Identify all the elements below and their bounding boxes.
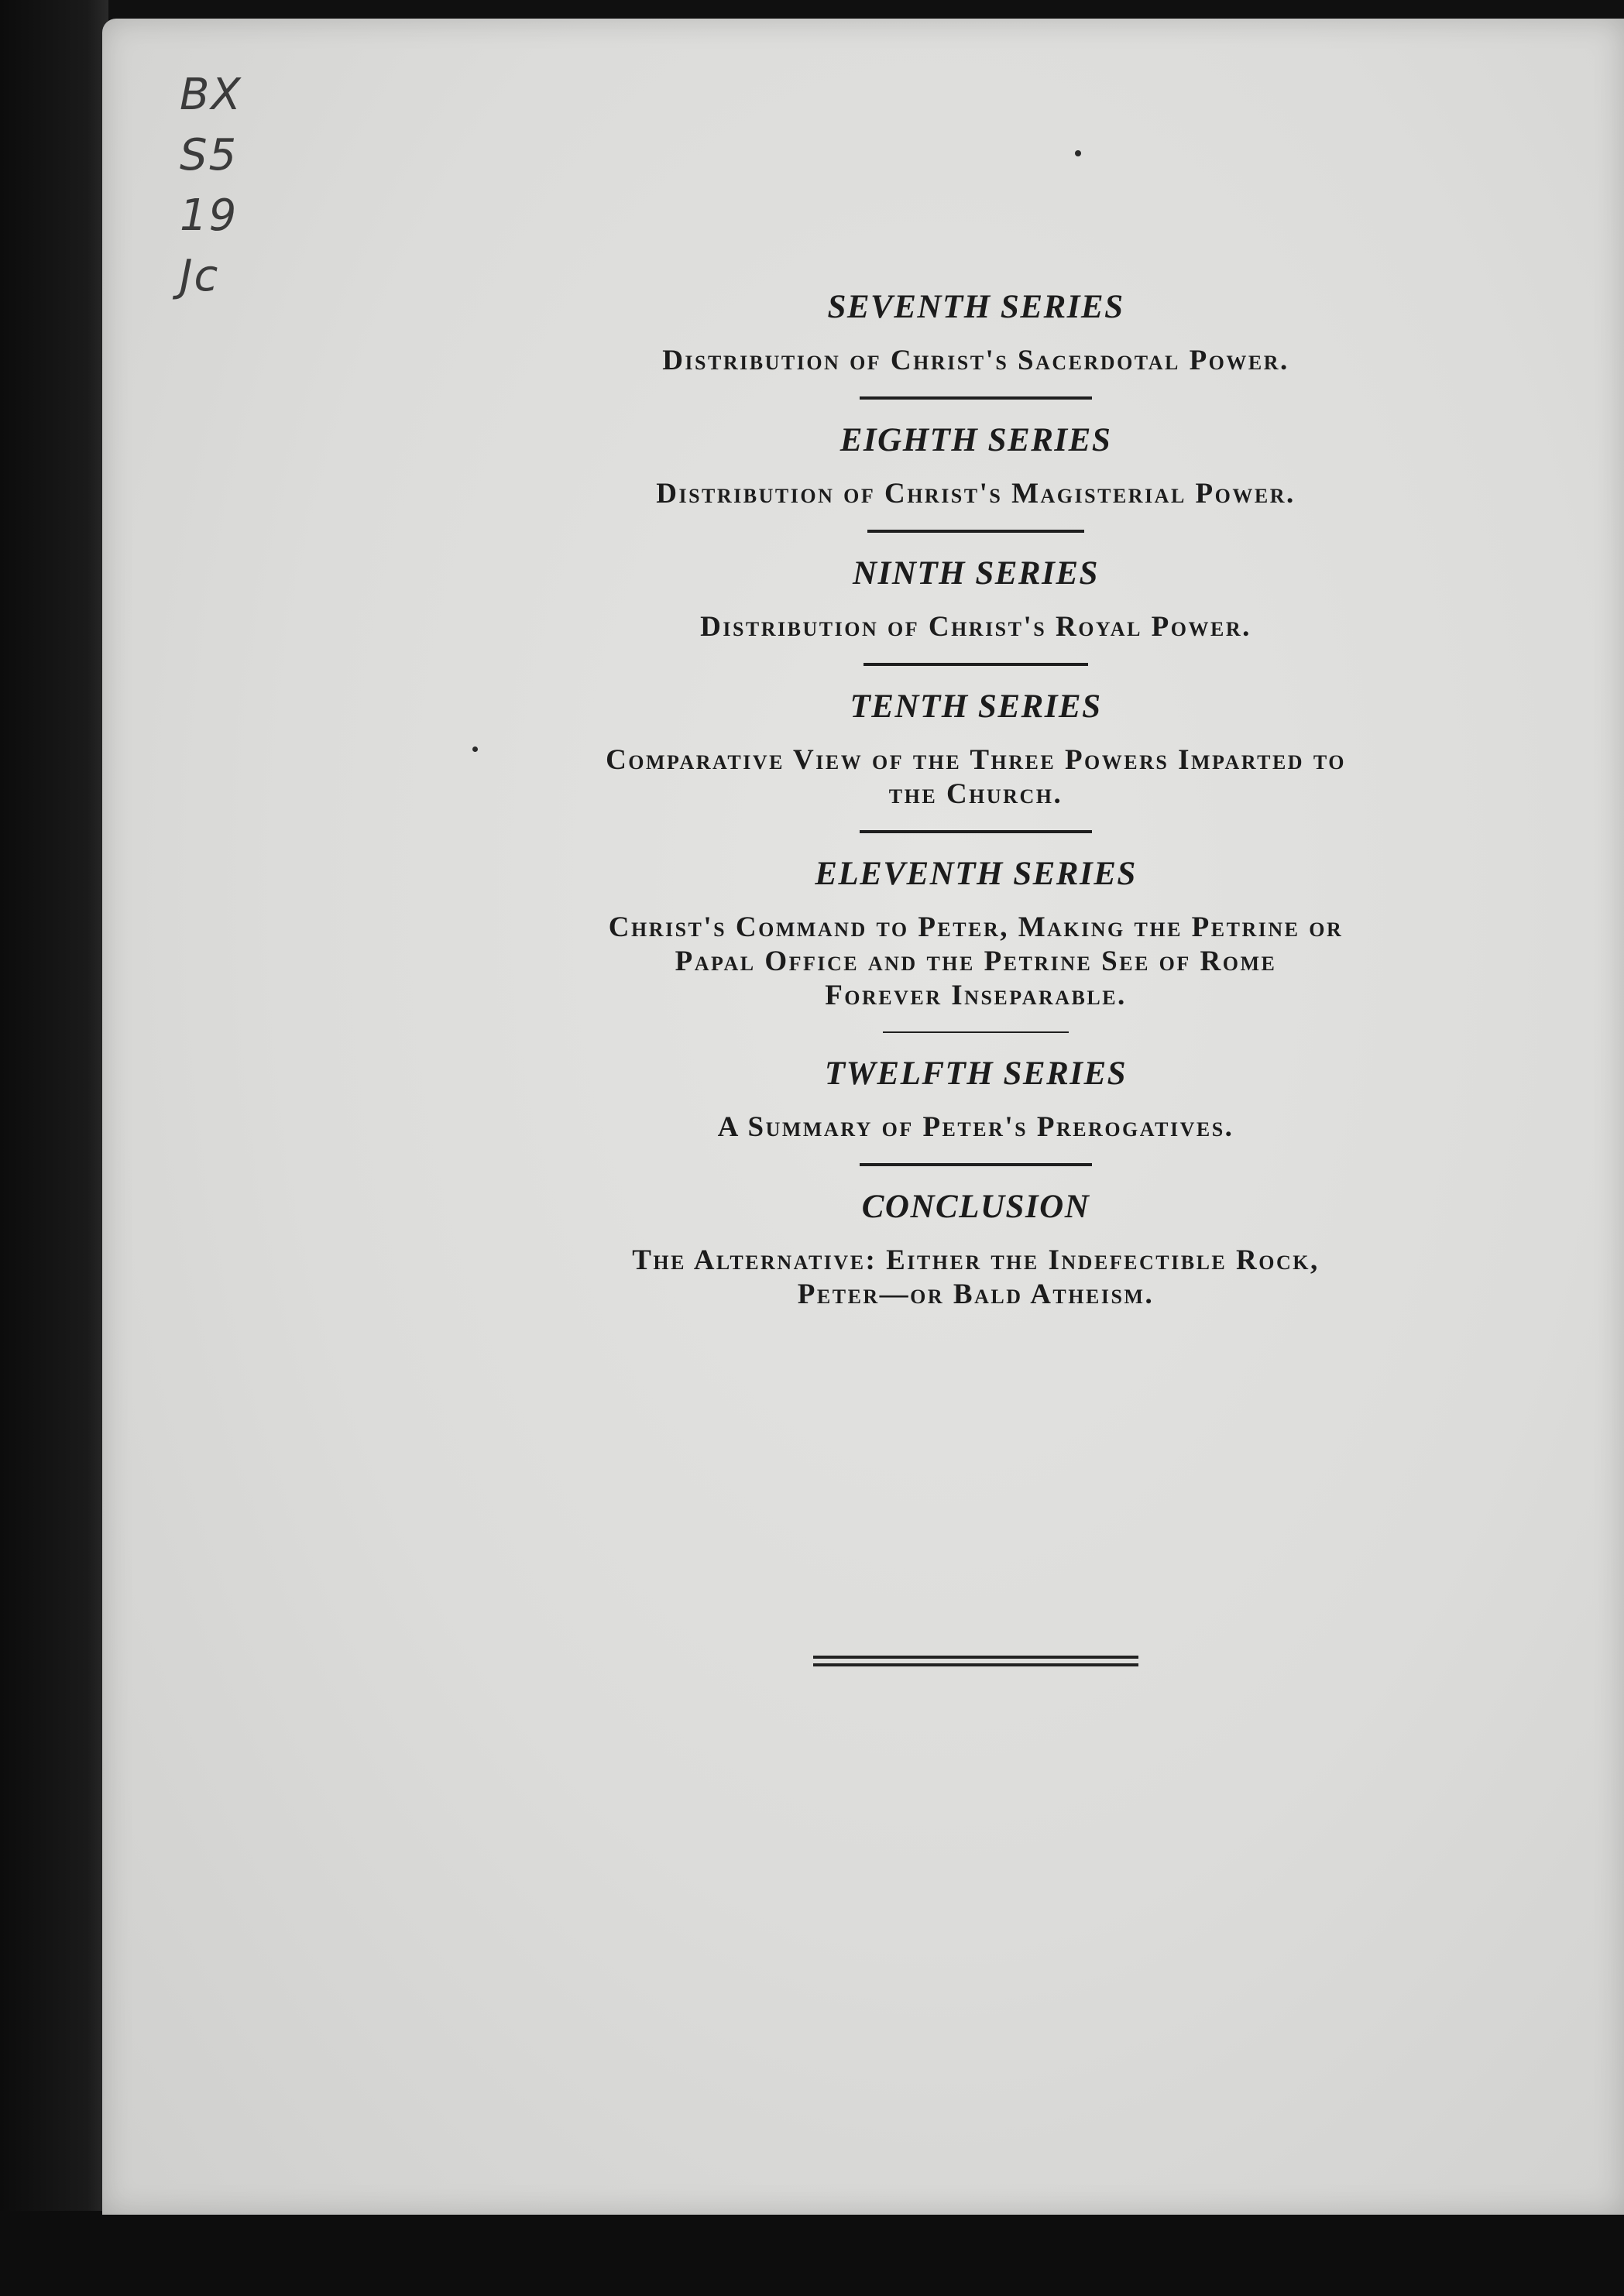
series-heading: ELEVENTH SERIES: [815, 856, 1137, 892]
toc-entry-seventh-series: [457, 285, 1495, 378]
series-subtitle: [457, 477, 1495, 511]
toc-entry-eleventh-series: [457, 852, 1495, 1013]
toc-entry-conclusion: [457, 1185, 1495, 1312]
series-subtitle: [457, 911, 1495, 1013]
margin-note: S5: [180, 130, 239, 180]
subtitle-line: A Summary of Peter's Prerogatives.: [717, 1111, 1234, 1143]
subtitle-line: Papal Office and the Petrine See of Rome: [675, 946, 1277, 977]
section-divider: [883, 1031, 1069, 1033]
subtitle-line: Distribution of Christ's Royal Power.: [700, 611, 1251, 643]
subtitle-line: the Church.: [888, 778, 1063, 810]
subtitle-line: Distribution of Christ's Magisterial Power.: [656, 478, 1296, 510]
margin-note: Jc: [180, 251, 220, 301]
table-of-contents: [457, 285, 1495, 1312]
subtitle-line: Peter—or Bald Atheism.: [797, 1278, 1155, 1310]
series-heading: SEVENTH SERIES: [827, 289, 1124, 325]
series-heading: NINTH SERIES: [853, 555, 1099, 592]
scan-frame-left: [0, 0, 108, 2296]
subtitle-line: Christ's Command to Peter, Making the Petrine or: [608, 911, 1344, 943]
margin-note: 19: [180, 190, 239, 241]
section-divider: [867, 530, 1084, 533]
scan-speck: [1075, 150, 1081, 156]
section-divider: [860, 830, 1092, 833]
subtitle-line: Distribution of Christ's Sacerdotal Power.: [662, 345, 1289, 376]
series-subtitle: [457, 344, 1495, 378]
toc-entry-tenth-series: [457, 685, 1495, 812]
series-heading: TWELFTH SERIES: [824, 1055, 1128, 1092]
handwritten-call-number: [180, 65, 288, 307]
subtitle-line: Comparative View of the Three Powers Imparted to: [606, 744, 1346, 776]
section-divider: [860, 1163, 1092, 1166]
subtitle-line: The Alternative: Either the Indefectible Rock,: [632, 1244, 1320, 1276]
series-subtitle: [457, 743, 1495, 812]
section-divider: [860, 396, 1092, 400]
toc-entry-eighth-series: [457, 418, 1495, 511]
series-subtitle: [457, 1244, 1495, 1312]
series-heading: CONCLUSION: [861, 1189, 1090, 1225]
section-divider: [864, 663, 1088, 666]
toc-entry-twelfth-series: [457, 1052, 1495, 1145]
scan-frame-bottom: [0, 2211, 1624, 2296]
series-heading: TENTH SERIES: [850, 688, 1102, 725]
closing-rule-line: [813, 1656, 1138, 1659]
series-subtitle: [457, 610, 1495, 644]
toc-entry-ninth-series: [457, 551, 1495, 644]
subtitle-line: Forever Inseparable.: [825, 980, 1127, 1011]
margin-note: BX: [180, 70, 242, 120]
closing-double-rule: [813, 1656, 1138, 1671]
series-heading: EIGHTH SERIES: [839, 422, 1112, 458]
closing-rule-line: [813, 1663, 1138, 1666]
series-subtitle: [457, 1110, 1495, 1145]
